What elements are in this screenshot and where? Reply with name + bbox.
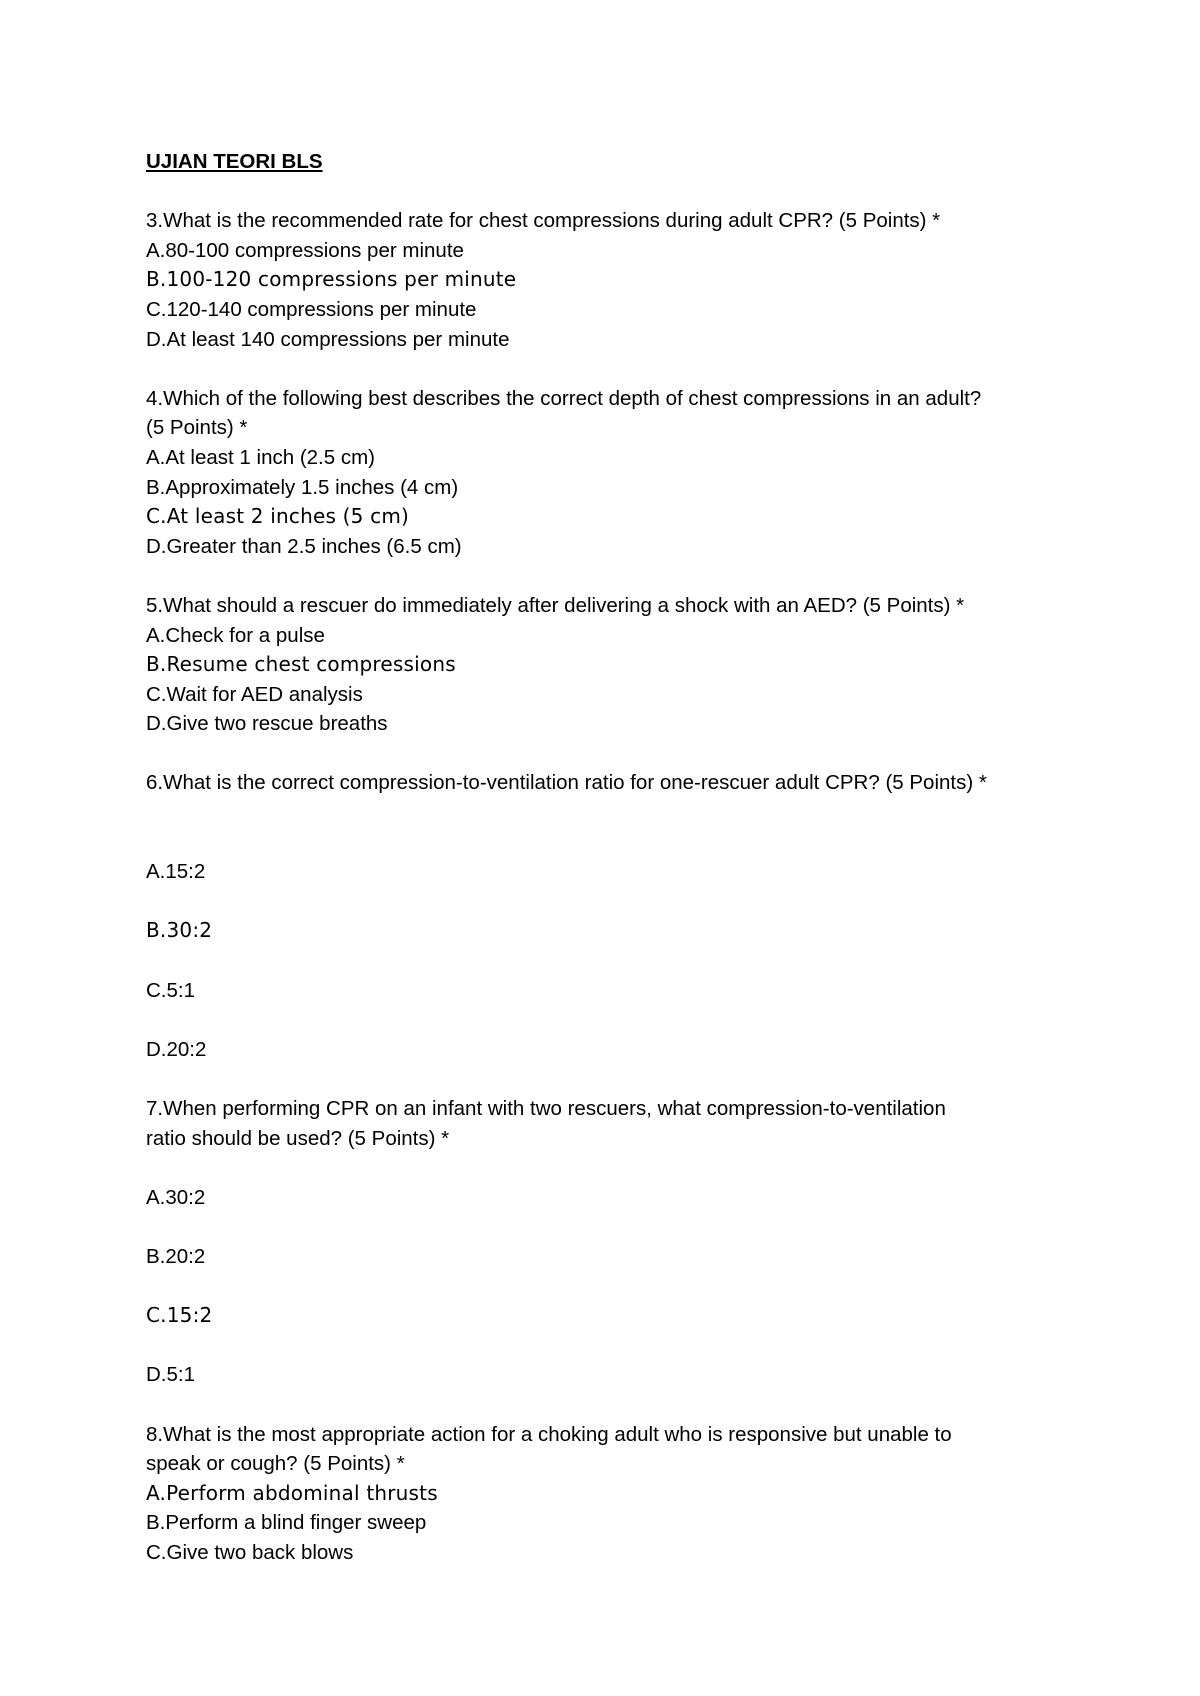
question-6-option-a: A.15:2 (146, 860, 206, 884)
question-4-option-d: D.Greater than 2.5 inches (6.5 cm) (146, 534, 462, 558)
question-3-option-c: C.120-140 compressions per minute (146, 297, 477, 321)
question-7-option-b: B.20:2 (146, 1244, 206, 1268)
document-body (146, 147, 1076, 1568)
question-3 (146, 206, 1076, 354)
question-7-option-a: A.30:2 (146, 1185, 206, 1209)
question-3-option-a: A.80-100 compressions per minute (146, 238, 464, 262)
question-5-option-d: D.Give two rescue breaths (146, 712, 388, 736)
question-8 (146, 1420, 1076, 1568)
question-4-option-c: C.At least 2 inches (5 cm) (146, 504, 410, 529)
question-7-text-line1: 7.When performing CPR on an infant with two rescuers, what compression-to-ventilation (146, 1097, 946, 1120)
question-4-option-a: A.At least 1 inch (2.5 cm) (146, 445, 376, 469)
question-6-text: 6.What is the correct compression-to-ventilation ratio for one-rescuer adult CPR? (5 Points) * (146, 771, 987, 795)
question-3-option-d: D.At least 140 compressions per minute (146, 327, 510, 351)
question-5-option-b: B.Resume chest compressions (146, 652, 456, 677)
page-title: UJIAN TEORI BLS (146, 150, 323, 173)
question-8-option-b: B.Perform a blind finger sweep (146, 1511, 427, 1535)
question-7-text-line2: ratio should be used? (5 Points) * (146, 1126, 450, 1150)
question-8-text-line2: speak or cough? (5 Points) * (146, 1452, 405, 1476)
question-4 (146, 384, 1076, 562)
question-7-option-c: C.15:2 (146, 1303, 213, 1328)
question-3-text: 3.What is the recommended rate for chest compressions during adult CPR? (5 Points) * (146, 209, 941, 233)
question-6-option-b: B.30:2 (146, 918, 213, 943)
question-7-option-d: D.5:1 (146, 1363, 195, 1387)
question-6-option-d: D.20:2 (146, 1037, 207, 1061)
question-5-text: 5.What should a rescuer do immediately after delivering a shock with an AED? (5 Points) * (146, 593, 965, 617)
question-8-text-line1: 8.What is the most appropriate action for a choking adult who is responsive but unable to (146, 1422, 952, 1446)
question-8-option-c: C.Give two back blows (146, 1540, 354, 1564)
question-6-options (146, 857, 1076, 1064)
question-6-option-c: C.5:1 (146, 978, 195, 1002)
question-5-option-c: C.Wait for AED analysis (146, 682, 363, 706)
question-4-text-line1: 4.Which of the following best describes the correct depth of chest compressions in an adult? (146, 386, 982, 410)
question-7 (146, 1094, 1076, 1390)
question-8-option-a: A.Perform abdominal thrusts (146, 1480, 438, 1505)
question-7-options (146, 1183, 1076, 1390)
question-3-option-b: B.100-120 compressions per minute (146, 267, 517, 292)
question-4-text-line2: (5 Points) * (146, 416, 248, 440)
question-6 (146, 768, 1076, 1064)
question-4-option-b: B.Approximately 1.5 inches (4 cm) (146, 475, 459, 499)
question-5-option-a: A.Check for a pulse (146, 623, 325, 647)
question-5 (146, 591, 1076, 739)
